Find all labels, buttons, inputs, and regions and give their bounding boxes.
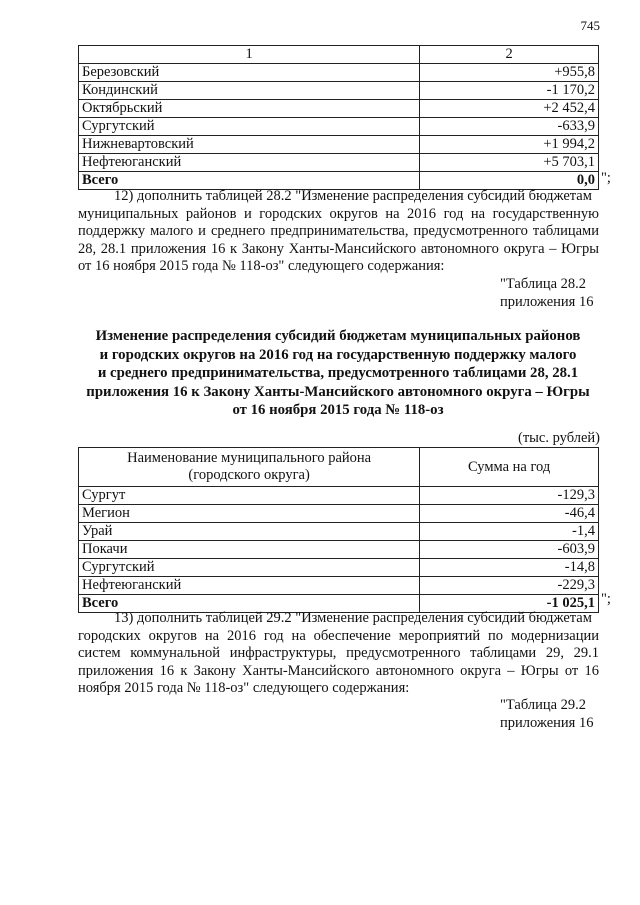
table-row — [79, 541, 599, 559]
total-value: -1 025,1 — [420, 595, 599, 613]
heading-line3: и среднего предпринимательства, предусмотренного таблицами 28, 28.1 — [97, 365, 579, 381]
caption-line1: "Таблица 29.2 — [500, 697, 587, 713]
table-row — [79, 136, 599, 154]
row-name: Нефтеюганский — [79, 577, 420, 595]
total-label: Всего — [79, 595, 420, 613]
table-2-header — [79, 448, 599, 487]
table-caption-29-2 — [500, 696, 593, 732]
table-row — [79, 100, 599, 118]
row-value: -1 170,2 — [420, 82, 599, 100]
row-value: -603,9 — [420, 541, 599, 559]
heading-line5: от 16 ноября 2015 года № 118-оз — [232, 402, 444, 418]
heading-line2: и городских округов на 2016 год на государственную поддержку малого — [99, 346, 577, 363]
caption-line2: приложения 16 — [500, 715, 594, 731]
table-row — [79, 523, 599, 541]
heading-line4: приложения 16 к Закону Ханты-Мансийского автономного округа – Югры — [86, 383, 590, 400]
row-value: +1 994,2 — [420, 136, 599, 154]
table-caption-28-2 — [500, 275, 593, 311]
row-value: +955,8 — [420, 64, 599, 82]
row-value: +2 452,4 — [420, 100, 599, 118]
table-row — [79, 118, 599, 136]
total-label: Всего — [79, 172, 420, 190]
table-1-closing-quote: "; — [601, 170, 611, 186]
table-2-header-col1 — [79, 448, 420, 487]
page-number: 745 — [580, 18, 600, 33]
table-row — [79, 154, 599, 172]
section-heading — [60, 327, 616, 420]
table-2 — [78, 447, 599, 613]
total-value: 0,0 — [420, 172, 599, 190]
paragraph-12 — [78, 188, 599, 276]
table-row — [79, 487, 599, 505]
header-col1-line1: Наименование муниципального района — [127, 450, 372, 466]
units-label: (тыс. рублей) — [518, 430, 600, 446]
row-value: -14,8 — [420, 559, 599, 577]
table-total-row — [79, 172, 599, 190]
row-name: Мегион — [79, 505, 420, 523]
row-name: Кондинский — [79, 82, 420, 100]
paragraph-12-body: муниципальных районов и городских округов на 2016 год на государственную поддержку малого и среднего предпринимательства, предусмотренного таблицами 28, 28.1 приложения 16 к Закону Ханты-Мансийского автономного округа – Югры от 16 ноября 2015 года № 118-оз" следующего содержания: — [78, 205, 599, 274]
table-1-header-col1: 1 — [79, 46, 420, 64]
row-value: -229,3 — [420, 577, 599, 595]
row-value: -633,9 — [420, 118, 599, 136]
row-name: Сургутский — [79, 559, 420, 577]
row-value: +5 703,1 — [420, 154, 599, 172]
row-name: Нижневартовский — [79, 136, 420, 154]
row-name: Урай — [79, 523, 420, 541]
table-2-header-col2: Сумма на год — [420, 448, 599, 487]
row-value: -1,4 — [420, 523, 599, 541]
table-1-header — [79, 46, 599, 64]
row-value: -46,4 — [420, 505, 599, 523]
paragraph-13 — [78, 610, 599, 698]
table-row — [79, 559, 599, 577]
table-1 — [78, 45, 599, 190]
row-name: Нефтеюганский — [79, 154, 420, 172]
header-col1-line2: (городского округа) — [188, 467, 310, 483]
table-row — [79, 64, 599, 82]
paragraph-13-line1: 13) дополнить таблицей 29.2 "Изменение распределения субсидий бюджетам — [114, 610, 592, 626]
row-name: Покачи — [79, 541, 420, 559]
table-1-header-col2: 2 — [420, 46, 599, 64]
row-value: -129,3 — [420, 487, 599, 505]
row-name: Сургутский — [79, 118, 420, 136]
row-name: Сургут — [79, 487, 420, 505]
table-row — [79, 505, 599, 523]
table-2-closing-quote: "; — [601, 591, 611, 607]
caption-line2: приложения 16 — [500, 294, 594, 310]
paragraph-13-body: городских округов на 2016 год на обеспечение мероприятий по модернизации систем коммунальной инфраструктуры, предусмотренного таблицами 29, 29.1 приложения 16 к Закону Ханты-Мансийского автономного округа – Югры от 16 ноября 2015 года № 118-оз" следующего содержания: — [78, 627, 599, 696]
caption-line1: "Таблица 28.2 — [500, 276, 587, 292]
paragraph-12-line1: 12) дополнить таблицей 28.2 "Изменение распределения субсидий бюджетам — [114, 188, 592, 204]
row-name: Октябрьский — [79, 100, 420, 118]
row-name: Березовский — [79, 64, 420, 82]
table-row — [79, 82, 599, 100]
table-row — [79, 577, 599, 595]
heading-line1: Изменение распределения субсидий бюджетам муниципальных районов — [95, 328, 581, 344]
